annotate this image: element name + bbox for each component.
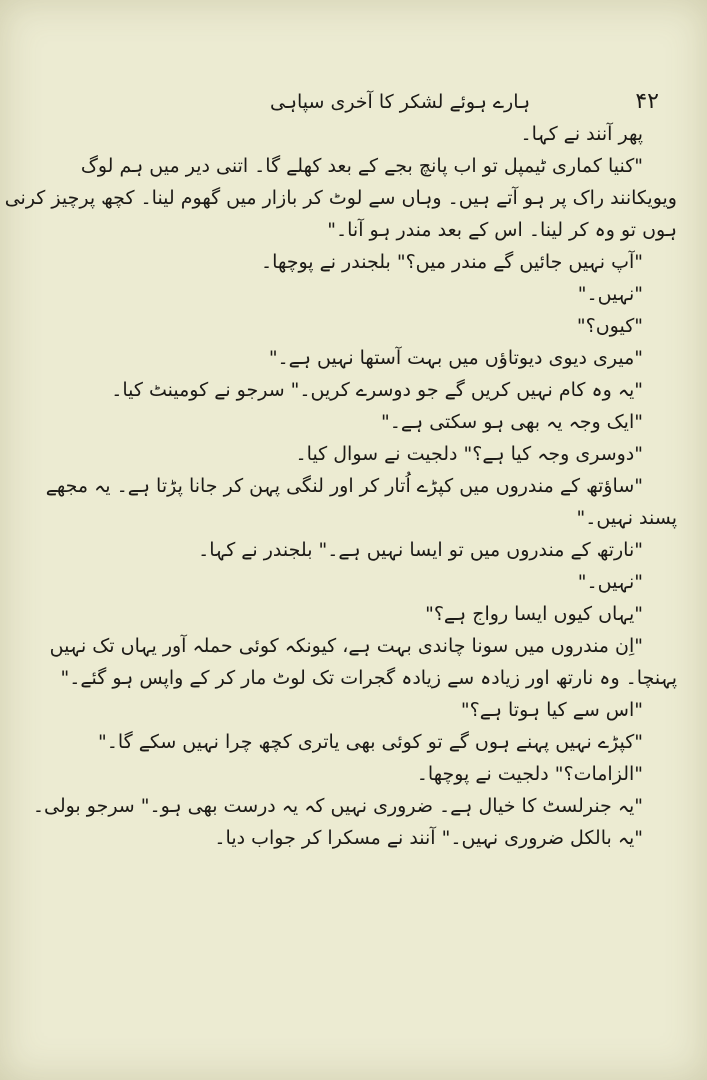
text-line: "نہیں۔"	[577, 571, 643, 593]
text-line: "یہاں کیوں ایسا رواج ہے؟"	[425, 603, 643, 625]
text-line: پسند نہیں۔"	[576, 507, 677, 529]
text-line: "یہ جنرلسٹ کا خیال ہے۔ ضروری نہیں کہ یہ درست بھی ہو۔" سرجو بولی۔	[32, 795, 643, 817]
text-line: "کیوں؟"	[576, 315, 643, 337]
text-line: "نہیں۔"	[577, 283, 643, 305]
page-number: ۴۲	[635, 89, 659, 114]
text-line: "دوسری وجہ کیا ہے؟" دلجیت نے سوال کیا۔	[295, 443, 643, 465]
text-line: "کنیا کماری ٹیمپل تو اب پانچ بجے کے بعد کھلے گا۔ اتنی دیر میں ہم لوگ	[80, 155, 643, 177]
text-line: "میری دیوی دیوتاؤں میں بہت آستھا نہیں ہے۔"	[268, 347, 643, 369]
text-line: "اس سے کیا ہوتا ہے؟"	[460, 699, 643, 721]
text-line: "نارتھ کے مندروں میں تو ایسا نہیں ہے۔" بلجندر نے کہا۔	[198, 539, 643, 561]
text-line: پھر آنند نے کہا۔	[520, 123, 643, 145]
page-header	[40, 82, 665, 122]
text-line: "کپڑے نہیں پہنے ہوں گے تو کوئی بھی یاتری کچھ چرا نہیں سکے گا۔"	[97, 731, 643, 753]
text-line: "یہ بالکل ضروری نہیں۔" آنند نے مسکرا کر جواب دیا۔	[214, 827, 643, 849]
text-line: "اِن مندروں میں سونا چاندی بہت ہے، کیونکہ کوئی حملہ آور یہاں تک نہیں	[49, 635, 643, 657]
body-text	[4, 118, 677, 854]
text-line: پہنچا۔ وہ نارتھ اور زیادہ سے زیادہ گجرات تک لوٹ مار کر کے واپس ہو گئے۔"	[60, 667, 677, 689]
running-title: ہارے ہوئے لشکر کا آخری سپاہی	[270, 91, 531, 113]
text-line: ہوں تو وہ کر لینا۔ اس کے بعد مندر ہو آنا۔"	[327, 219, 677, 241]
text-line: "ایک وجہ یہ بھی ہو سکتی ہے۔"	[381, 411, 643, 433]
text-line: ویویکانند راک پر ہو آتے ہیں۔ وہاں سے لوٹ کر بازار میں گھوم لینا۔ کچھ پرچیز کرنی	[4, 187, 677, 209]
text-line: "یہ وہ کام نہیں کریں گے جو دوسرے کریں۔" سرجو نے کومینٹ کیا۔	[111, 379, 643, 401]
text-line: "ساؤتھ کے مندروں میں کپڑے اُتار کر اور لنگی پہن کر جانا پڑتا ہے۔ یہ مجھے	[45, 475, 643, 497]
text-line: "الزامات؟" دلجیت نے پوچھا۔	[416, 763, 643, 785]
text-line: "آپ نہیں جائیں گے مندر میں؟" بلجندر نے پوچھا۔	[261, 251, 643, 273]
